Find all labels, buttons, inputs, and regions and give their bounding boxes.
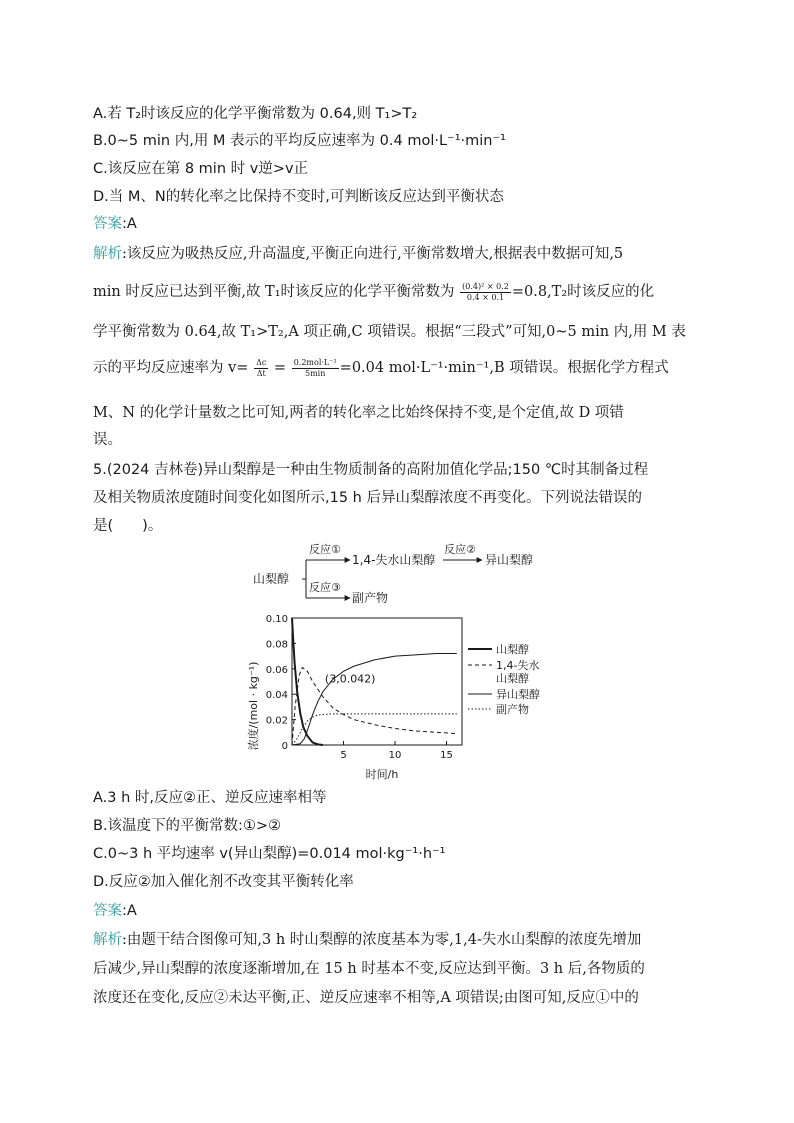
rate-value-fraction xyxy=(292,358,339,379)
scheme-byproduct: 副产物 xyxy=(352,591,389,605)
fraction-denominator: Δt xyxy=(256,368,266,378)
concentration-time-chart xyxy=(240,608,570,783)
q5-stem-line-3: 是( )。 xyxy=(93,518,163,534)
legend-label: 异山梨醇 xyxy=(496,688,540,701)
q5-explanation-line-1 xyxy=(93,928,641,949)
y-tick-label: 0.04 xyxy=(265,690,288,702)
series-line-0 xyxy=(292,618,323,745)
q4-explanation-line-1 xyxy=(93,242,623,263)
answer-label: 答案 xyxy=(93,903,122,919)
explanation-text: 示的平均反应速率为 v= xyxy=(93,360,249,376)
scheme-start: 山梨醇 xyxy=(253,572,290,586)
chart-y-axis-label: 浓度/(mol · kg⁻¹) xyxy=(247,661,260,751)
q5-stem-line-2: 及相关物质浓度随时间变化如图所示,15 h 后异山梨醇浓度不再变化。下列说法错误的 xyxy=(93,490,642,506)
legend-label: 1,4-失水 xyxy=(496,659,540,672)
q5-option-d: D.反应②加入催化剂不改变其平衡转化率 xyxy=(93,874,354,890)
series-line-2 xyxy=(292,654,457,745)
fraction-denominator: 0.4 × 0.1 xyxy=(466,292,505,302)
legend-label: 山梨醇 xyxy=(496,672,529,685)
equals-sign: = xyxy=(269,360,291,376)
q5-option-a: A.3 h 时,反应②正、逆反应速率相等 xyxy=(93,790,327,806)
answer-value: :A xyxy=(122,903,137,919)
chart-annotation: (3,0.042) xyxy=(324,672,376,686)
fraction-numerator: Δc xyxy=(256,357,267,367)
q5-option-b: B.该温度下的平衡常数:①>② xyxy=(93,818,282,834)
explanation-text: min 时反应已达到平衡,故 T₁时该反应的化学平衡常数为 xyxy=(93,284,455,300)
legend-label: 山梨醇 xyxy=(496,643,529,656)
answer-value: :A xyxy=(122,216,137,232)
fraction-numerator: (0.4)² × 0.2 xyxy=(462,281,509,291)
reaction-scheme xyxy=(240,540,580,610)
y-tick-label: 0.08 xyxy=(265,639,288,651)
q4-option-b: B.0~5 min 内,用 M 表示的平均反应速率为 0.4 mol·L⁻¹·min⁻¹ xyxy=(93,133,506,149)
explanation-text: =0.8,T₂时该反应的化 xyxy=(511,284,655,300)
q5-explanation-line-3: 浓度还在变化,反应②未达平衡,正、逆反应速率不相等,A 项错误;由图可知,反应①中的 xyxy=(93,990,639,1006)
q5-option-c: C.0~3 h 平均速率 v(异山梨醇)=0.014 mol·kg⁻¹·h⁻¹ xyxy=(93,846,446,862)
q4-explanation-line-5: M、N 的化学计量数之比可知,两者的转化率之比始终保持不变,是个定值,故 D 项错 xyxy=(93,405,624,421)
explanation-text: :由题干结合图像可知,3 h 时山梨醇的浓度基本为零,1,4-失水山梨醇的浓度先增加 xyxy=(122,932,642,948)
scheme-r1: 反应① xyxy=(309,543,341,556)
answer-label: 答案 xyxy=(93,216,122,232)
q4-explanation-line-2 xyxy=(93,280,654,303)
scheme-intermediate: 1,4-失水山梨醇 xyxy=(352,553,436,567)
chart-plot-frame xyxy=(292,618,462,745)
y-tick-label: 0.02 xyxy=(265,715,288,727)
x-tick-label: 5 xyxy=(340,750,347,761)
y-tick-label: 0.06 xyxy=(265,664,288,676)
explanation-text: :该反应为吸热反应,升高温度,平衡正向进行,平衡常数增大,根据表中数据可知,5 xyxy=(122,246,624,262)
q4-option-a: A.若 T₂时该反应的化学平衡常数为 0.64,则 T₁>T₂ xyxy=(93,106,418,122)
fraction-denominator: 5min xyxy=(304,368,326,378)
scheme-product: 异山梨醇 xyxy=(485,553,534,567)
scheme-r3: 反应③ xyxy=(309,581,341,594)
rate-fraction xyxy=(254,358,268,379)
q4-explanation-line-6: 误。 xyxy=(93,432,122,448)
y-tick-label: 0.10 xyxy=(265,614,288,625)
q4-option-d: D.当 M、N的转化率之比保持不变时,可判断该反应达到平衡状态 xyxy=(93,189,504,205)
q4-answer xyxy=(93,212,137,233)
q5-answer xyxy=(93,899,137,920)
q4-option-c: C.该反应在第 8 min 时 v逆>v正 xyxy=(93,161,309,177)
x-tick-label: 10 xyxy=(388,750,402,761)
q4-explanation-line-4 xyxy=(93,356,669,379)
scheme-r2: 反应② xyxy=(444,543,476,556)
q4-explanation-line-3: 学平衡常数为 0.64,故 T₁>T₂,A 项正确,C 项错误。根据“三段式”可知,0~5 min 内,用 M 表 xyxy=(93,324,686,340)
legend-label: 副产物 xyxy=(496,703,529,716)
explanation-label: 解析 xyxy=(93,932,122,948)
chart-x-axis-label: 时间/h xyxy=(365,768,399,781)
q5-explanation-line-2: 后减少,异山梨醇的浓度逐渐增加,在 15 h 时基本不变,反应达到平衡。3 h 后,各物质的 xyxy=(93,961,645,977)
explanation-text: =0.04 mol·L⁻¹·min⁻¹,B 项错误。根据化学方程式 xyxy=(339,360,669,376)
equilibrium-constant-fraction xyxy=(460,282,511,303)
x-tick-label: 15 xyxy=(440,750,453,761)
explanation-label: 解析 xyxy=(93,246,122,262)
fraction-numerator: 0.2mol·L⁻¹ xyxy=(293,357,337,367)
series-line-3 xyxy=(292,714,457,745)
y-tick-label: 0 xyxy=(281,741,288,752)
q5-stem-line-1: 5.(2024 吉林卷)异山梨醇是一种由生物质制备的高附加值化学品;150 ℃时其制备过程 xyxy=(93,462,649,478)
